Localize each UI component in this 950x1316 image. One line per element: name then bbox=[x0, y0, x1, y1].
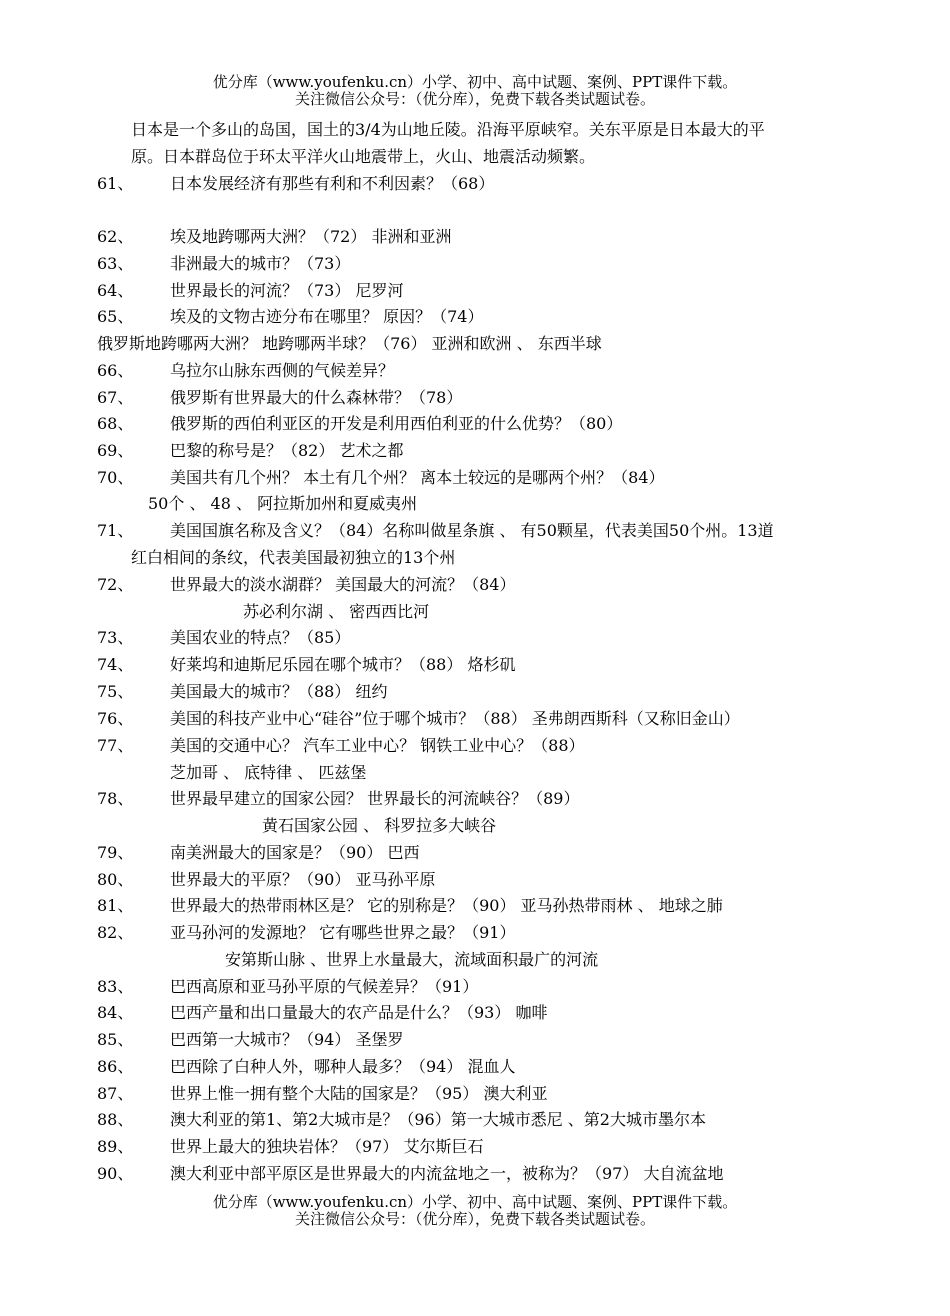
question-text: 美国农业的特点？（85） bbox=[170, 628, 351, 647]
item-number: 76、 bbox=[97, 709, 134, 728]
page-footer bbox=[0, 1194, 950, 1228]
question-text: 世界上最大的独块岩体？（97） 艾尔斯巨石 bbox=[170, 1137, 484, 1156]
item-number: 81、 bbox=[97, 896, 134, 915]
item-number: 80、 bbox=[97, 870, 134, 889]
answer-70: 50个 、 48 、 阿拉斯加州和夏威夷州 bbox=[148, 494, 418, 513]
question-text: 美国的交通中心？ 汽车工业中心？ 钢铁工业中心？（88） bbox=[170, 736, 585, 755]
item-number: 75、 bbox=[97, 682, 134, 701]
item-number: 82、 bbox=[97, 923, 134, 942]
item-number: 66、 bbox=[97, 361, 134, 380]
item-number: 69、 bbox=[97, 441, 134, 460]
item-number: 89、 bbox=[97, 1137, 134, 1156]
question-text: 世界最长的河流？（73） 尼罗河 bbox=[170, 281, 404, 300]
item-number: 67、 bbox=[97, 388, 134, 407]
item-number: 84、 bbox=[97, 1003, 134, 1022]
item-number: 77、 bbox=[97, 736, 134, 755]
item-number: 87、 bbox=[97, 1084, 134, 1103]
item-number: 78、 bbox=[97, 789, 134, 808]
question-text: 世界最大的热带雨林区是？ 它的别称是？（90） 亚马孙热带雨林 、 地球之肺 bbox=[170, 896, 723, 915]
question-text: 世界最大的平原？（90） 亚马孙平原 bbox=[170, 870, 436, 889]
question-text: 世界最大的淡水湖群？ 美国最大的河流？（84） bbox=[170, 575, 516, 594]
header-line-1: 优分库（www.youfenku.cn）小学、初中、高中试题、案例、PPT课件下载。 bbox=[212, 73, 738, 91]
item-number: 85、 bbox=[97, 1030, 134, 1049]
question-text: 澳大利亚的第1、第2大城市是？（96）第一大城市悉尼 、第2大城市墨尔本 bbox=[170, 1110, 706, 1129]
item-number: 71、 bbox=[97, 521, 134, 540]
question-text: 好莱坞和迪斯尼乐园在哪个城市？（88） 烙杉矶 bbox=[170, 655, 516, 674]
item-number: 70、 bbox=[97, 468, 134, 487]
page-header bbox=[0, 74, 950, 108]
question-text: 美国共有几个州？ 本土有几个州？ 离本土较远的是哪两个州？（84） bbox=[170, 468, 665, 487]
question-text: 世界最早建立的国家公园？ 世界最长的河流峡谷？（89） bbox=[170, 789, 580, 808]
question-text: 南美洲最大的国家是？（90） 巴西 bbox=[170, 843, 420, 862]
question-text: 美国国旗名称及含义？（84）名称叫做星条旗 、 有50颗星，代表美国50个州。13道 bbox=[170, 521, 774, 540]
question-text: 巴西产量和出口量最大的农产品是什么？（93） 咖啡 bbox=[170, 1003, 548, 1022]
question-text-russia: 俄罗斯地跨哪两大洲？ 地跨哪两半球？（76） 亚洲和欧洲 、 东西半球 bbox=[97, 334, 602, 353]
intro-line-1: 日本是一个多山的岛国，国土的3/4为山地丘陵。沿海平原峡窄。关东平原是日本最大的平 bbox=[131, 120, 765, 139]
header-line-2: 关注微信公众号：（优分库），免费下载各类试题试卷。 bbox=[294, 90, 655, 108]
answer-82: 安第斯山脉 、世界上水量最大，流域面积最广的河流 bbox=[225, 950, 599, 969]
question-text: 巴西高原和亚马孙平原的气候差异？（91） bbox=[170, 977, 479, 996]
question-text: 巴黎的称号是？（82） 艺术之都 bbox=[170, 441, 404, 460]
item-number: 86、 bbox=[97, 1057, 134, 1076]
question-text: 世界上惟一拥有整个大陆的国家是？（95） 澳大利亚 bbox=[170, 1084, 548, 1103]
intro-line-2: 原。日本群岛位于环太平洋火山地震带上，火山、地震活动频繁。 bbox=[131, 147, 596, 166]
question-text: 俄罗斯有世界最大的什么森林带？（78） bbox=[170, 388, 463, 407]
item-number: 62、 bbox=[97, 227, 134, 246]
item-number: 63、 bbox=[97, 254, 134, 273]
question-text: 乌拉尔山脉东西侧的气候差异？ bbox=[170, 361, 395, 380]
answer-78: 黄石国家公园 、 科罗拉多大峡谷 bbox=[262, 816, 497, 835]
answer-77: 芝加哥 、 底特律 、 匹兹堡 bbox=[170, 763, 367, 782]
question-text: 澳大利亚中部平原区是世界最大的内流盆地之一，被称为？（97） 大自流盆地 bbox=[170, 1164, 724, 1183]
question-text: 巴西第一大城市？（94） 圣堡罗 bbox=[170, 1030, 404, 1049]
footer-line-2: 关注微信公众号：（优分库），免费下载各类试题试卷。 bbox=[294, 1210, 655, 1228]
question-text: 美国最大的城市？（88） 纽约 bbox=[170, 682, 388, 701]
question-text: 非洲最大的城市？（73） bbox=[170, 254, 351, 273]
question-text: 美国的科技产业中心“硅谷”位于哪个城市？（88） 圣弗朗西斯科（又称旧金山） bbox=[170, 709, 740, 728]
item-number: 64、 bbox=[97, 281, 134, 300]
question-text: 日本发展经济有那些有利和不利因素？（68） bbox=[170, 174, 495, 193]
item-number: 74、 bbox=[97, 655, 134, 674]
question-text: 亚马孙河的发源地？ 它有哪些世界之最？（91） bbox=[170, 923, 516, 942]
item-number: 88、 bbox=[97, 1110, 134, 1129]
item-number: 65、 bbox=[97, 307, 134, 326]
question-text: 俄罗斯的西伯利亚区的开发是利用西伯利亚的什么优势？（80） bbox=[170, 414, 623, 433]
item-number: 73、 bbox=[97, 628, 134, 647]
item-number: 83、 bbox=[97, 977, 134, 996]
answer-72: 苏必利尔湖 、 密西西比河 bbox=[243, 602, 430, 621]
question-text: 埃及的文物古迹分布在哪里？ 原因？（74） bbox=[170, 307, 484, 326]
item-number: 72、 bbox=[97, 575, 134, 594]
answer-71-continued: 红白相间的条纹，代表美国最初独立的13个州 bbox=[131, 548, 456, 567]
footer-line-1: 优分库（www.youfenku.cn）小学、初中、高中试题、案例、PPT课件下载。 bbox=[212, 1193, 738, 1211]
item-number: 68、 bbox=[97, 414, 134, 433]
item-number: 79、 bbox=[97, 843, 134, 862]
item-number: 61、 bbox=[97, 174, 134, 193]
question-text: 巴西除了白种人外，哪种人最多？（94） 混血人 bbox=[170, 1057, 516, 1076]
question-text: 埃及地跨哪两大洲？（72） 非洲和亚洲 bbox=[170, 227, 452, 246]
item-number: 90、 bbox=[97, 1164, 134, 1183]
